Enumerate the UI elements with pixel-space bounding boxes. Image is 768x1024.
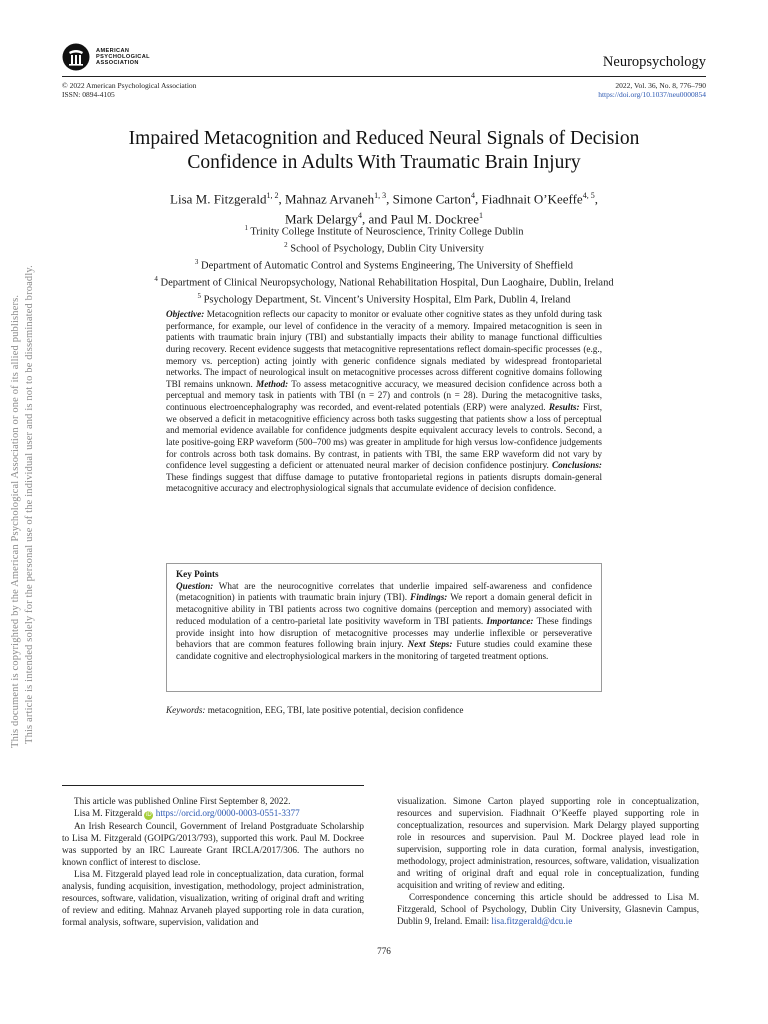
footnote-column-right bbox=[397, 795, 699, 928]
author-affiliation-marker: 1 bbox=[479, 211, 484, 221]
orcid-icon[interactable]: iD bbox=[146, 812, 152, 819]
question-text: What are the neurocognitive correlates that underlie impaired self-awareness and confidence (metacognition) in patients with traumatic brain injury (TBI). bbox=[176, 580, 592, 603]
issue-meta bbox=[598, 81, 706, 99]
copyright-sidebar bbox=[0, 0, 36, 1024]
author-name: Mahnaz Arvaneh bbox=[284, 191, 375, 207]
key-points-title: Key Points bbox=[176, 569, 219, 579]
author-affiliation-marker: 4 bbox=[470, 191, 475, 200]
copyright-notice: © 2022 American Psychological Association bbox=[62, 81, 197, 90]
logo-wordmark: AMERICAN PSYCHOLOGICAL ASSOCIATION bbox=[96, 47, 150, 67]
next-steps-text: Future studies could examine these candidate cognitive and electrophysiological markers in the monitoring of targeted treatment options. bbox=[176, 639, 593, 661]
keywords-label: Keywords: bbox=[166, 705, 206, 715]
footnote-column-left bbox=[62, 795, 364, 928]
author-roles-note: Lisa M. Fitzgerald played lead role in conceptualization, data curation, formal analysis, funding acquisition, investigation, methodology, project administration, resources, software, validation, visualization, writing of original draft and writing of review and editing. Mahnaz Arvaneh played supporting role in data curation, formal analysis, software, supervision, validation and bbox=[62, 869, 364, 928]
importance-text: These findings provide insight into how disruption of metacognitive processes may underlie inflexible or perseverative behaviors that are common features following brain injury. bbox=[176, 615, 592, 650]
sidebar-usage-line: This article is intended solely for the personal use of the individual user and is not to be disseminated broadly. bbox=[24, 265, 35, 744]
affiliation-line: $^5$ Psychology Department, St. Vincent’s University Hospital, Elm Park, Dublin 4, Ireland bbox=[197, 292, 571, 306]
method-label: Method: bbox=[256, 378, 289, 389]
apa-logo-icon bbox=[62, 43, 90, 71]
affiliation-list bbox=[70, 222, 698, 307]
affiliation-line: $^4$ Department of Clinical Neuropsychology, National Rehabilitation Hospital, Dun Laoghaire, Dublin, Ireland bbox=[154, 275, 614, 289]
abstract bbox=[166, 309, 602, 495]
publisher-meta bbox=[62, 81, 196, 99]
conclusions-label: Conclusions: bbox=[551, 460, 602, 471]
doi-link[interactable]: https://doi.org/10.1037/neu0000854 bbox=[598, 90, 706, 99]
funding-note: An Irish Research Council, Government of Ireland Postgraduate Scholarship to Lisa M. Fitzgerald (GOIPG/2013/793), supported this work. Paul M. Dockree was supported by an IRC Laureate Grant IRCLA/2017/306. The authors no known conflict of interest to disclose. bbox=[62, 821, 364, 868]
author-affiliation-marker: 1, 3 bbox=[374, 191, 387, 200]
next-steps-label: Next Steps: bbox=[407, 639, 453, 650]
conclusions-text: These findings suggest that diffuse damage to putative frontoparietal regions in patients disrupts domain-general metacognitive accuracy and electrophysiological signals that accumulate evidence of decision confidence. bbox=[166, 471, 602, 494]
author-list: Lisa M. Fitzgerald$^{1, 2}$, Mahnaz Arvaneh$^{1, 3}$, Simone Carton$^4$, Fiadhnait O’Keeffe$^{4, 5}$, Mark Delargy$^4$, and Paul M. Dockree$^1$ bbox=[170, 191, 598, 227]
header-divider bbox=[62, 76, 706, 77]
author-affiliation-marker: 4 bbox=[358, 211, 363, 221]
orcid-link[interactable]: https://orcid.org/0000-0003-0551-3377 bbox=[153, 808, 300, 819]
author-name: Lisa M. Fitzgerald bbox=[170, 191, 267, 207]
page-number: 776 bbox=[377, 946, 391, 956]
findings-label: Findings: bbox=[410, 592, 448, 603]
orcid-note: Lisa M. Fitzgerald iD https://orcid.org/0000-0003-0551-3377 bbox=[74, 808, 300, 819]
article-title: Impaired Metacognition and Reduced Neural Signals of Decision Confidence in Adults With Traumatic Brain Injury bbox=[128, 128, 640, 173]
affiliation-line: $^3$ Department of Automatic Control and Systems Engineering, The University of Sheffield bbox=[194, 258, 574, 272]
issn: ISSN: 0894-4105 bbox=[62, 90, 115, 99]
method-text: To assess metacognitive accuracy, we measured decision confidence across both a perceptual and memory task in patients with TBI (n = 27) and controls (n = 28). During the metacognitive tasks, continuous electroencephalography was recorded, and event-related potentials (ERP) were analyzed. bbox=[166, 378, 602, 412]
results-text: First, we observed a deficit in metacognitive efficiency across both tasks suggesting that patients show a loss of perceptual and memorial evidence available for confidence judgments despite equivalent accuracy levels to controls. Second, a late positive-going ERP waveform (500–700 ms) was greater in amplitude for high versus low-confidence judgements for controls across both task domains. By contrast, in patients with TBI, the same ERP waveform did not vary by confidence level suggesting a deficient or attenuated neural marker of decision confidence postinjury. bbox=[166, 402, 603, 471]
results-label: Results: bbox=[548, 402, 580, 412]
author-name: Fiadhnait O’Keeffe bbox=[481, 191, 583, 207]
email-link[interactable]: lisa.fitzgerald@dcu.ie bbox=[491, 916, 573, 927]
author-name: Mark Delargy bbox=[284, 211, 359, 227]
question-label: Question: bbox=[176, 580, 214, 591]
sidebar-copyright-line: This document is copyrighted by the American Psychological Association or one of its allied publishers. bbox=[10, 294, 21, 748]
affiliation-line: $^2$ School of Psychology, Dublin City University bbox=[284, 241, 484, 255]
author-affiliation-marker: 4, 5 bbox=[582, 191, 595, 200]
correspondence-note: Correspondence concerning this article should be addressed to Lisa M. Fitzgerald, School of Psychology, Dublin City University, Glasnevin Campus, Dublin 9, Ireland. Email: lisa.fitzgerald@dcu.ie bbox=[397, 892, 699, 927]
objective-text: Metacognition reflects our capacity to monitor or evaluate other cognitive states as they unfold during task performance, for example, our level of confidence in the veracity of a memory. Impaired metacognition is seen in patients with traumatic brain injury (TBI) and substantially impacts their ability to manage functional difficulties during recovery. Recent evidence suggests that metacognitive representations reflect domain-specific processes (e.g., memory vs. perception) acting jointly with generic confidence signals mediated by widespread frontoparietal networks. The impact of neurological insult on metacognitive processes across different cognitive domains following TBI remains unknown. bbox=[166, 309, 602, 389]
author-name: Simone Carton bbox=[392, 191, 471, 207]
publication-note: This article was published Online First September 8, 2022. bbox=[74, 796, 291, 806]
footnote-divider bbox=[62, 785, 364, 786]
findings-text: We report a domain general deficit in metacognitive ability in TBI patients across two cognitive domains (perception and memory) associated with reduced modulation of a centro-parietal late positivity waveform in TBI patients. bbox=[176, 592, 592, 626]
objective-label: Objective: bbox=[166, 309, 205, 319]
affiliation-line: $^1$ Trinity College Institute of Neuroscience, Trinity College Dublin bbox=[244, 224, 524, 238]
author-roles-continued: visualization. Simone Carton played supporting role in conceptualization, resources and supervision. Fiadhnait O’Keeffe played supporting role in conceptualization, resources and supervision. Mark Delargy played supporting role in resources and supervision. Paul M. Dockree played lead role in supervision, supporting role in data curation, formal analysis, investigation, methodology, project administration, resources, software, validation, visualization and writing of original draft and equal role in conceptualization, funding acquisition and writing of review and editing. bbox=[397, 796, 699, 891]
keywords-text: metacognition, EEG, TBI, late positive potential, decision confidence bbox=[205, 705, 464, 715]
keywords bbox=[166, 705, 602, 715]
key-points-box bbox=[166, 563, 602, 692]
importance-label: Importance: bbox=[486, 615, 534, 626]
apa-logo bbox=[62, 42, 212, 72]
journal-name: Neuropsychology bbox=[602, 54, 706, 70]
author-name: Paul M. Dockree bbox=[390, 211, 480, 227]
author-affiliation-marker: 1, 2 bbox=[266, 191, 279, 200]
volume-info: 2022, Vol. 36, No. 8, 776–790 bbox=[615, 81, 706, 90]
